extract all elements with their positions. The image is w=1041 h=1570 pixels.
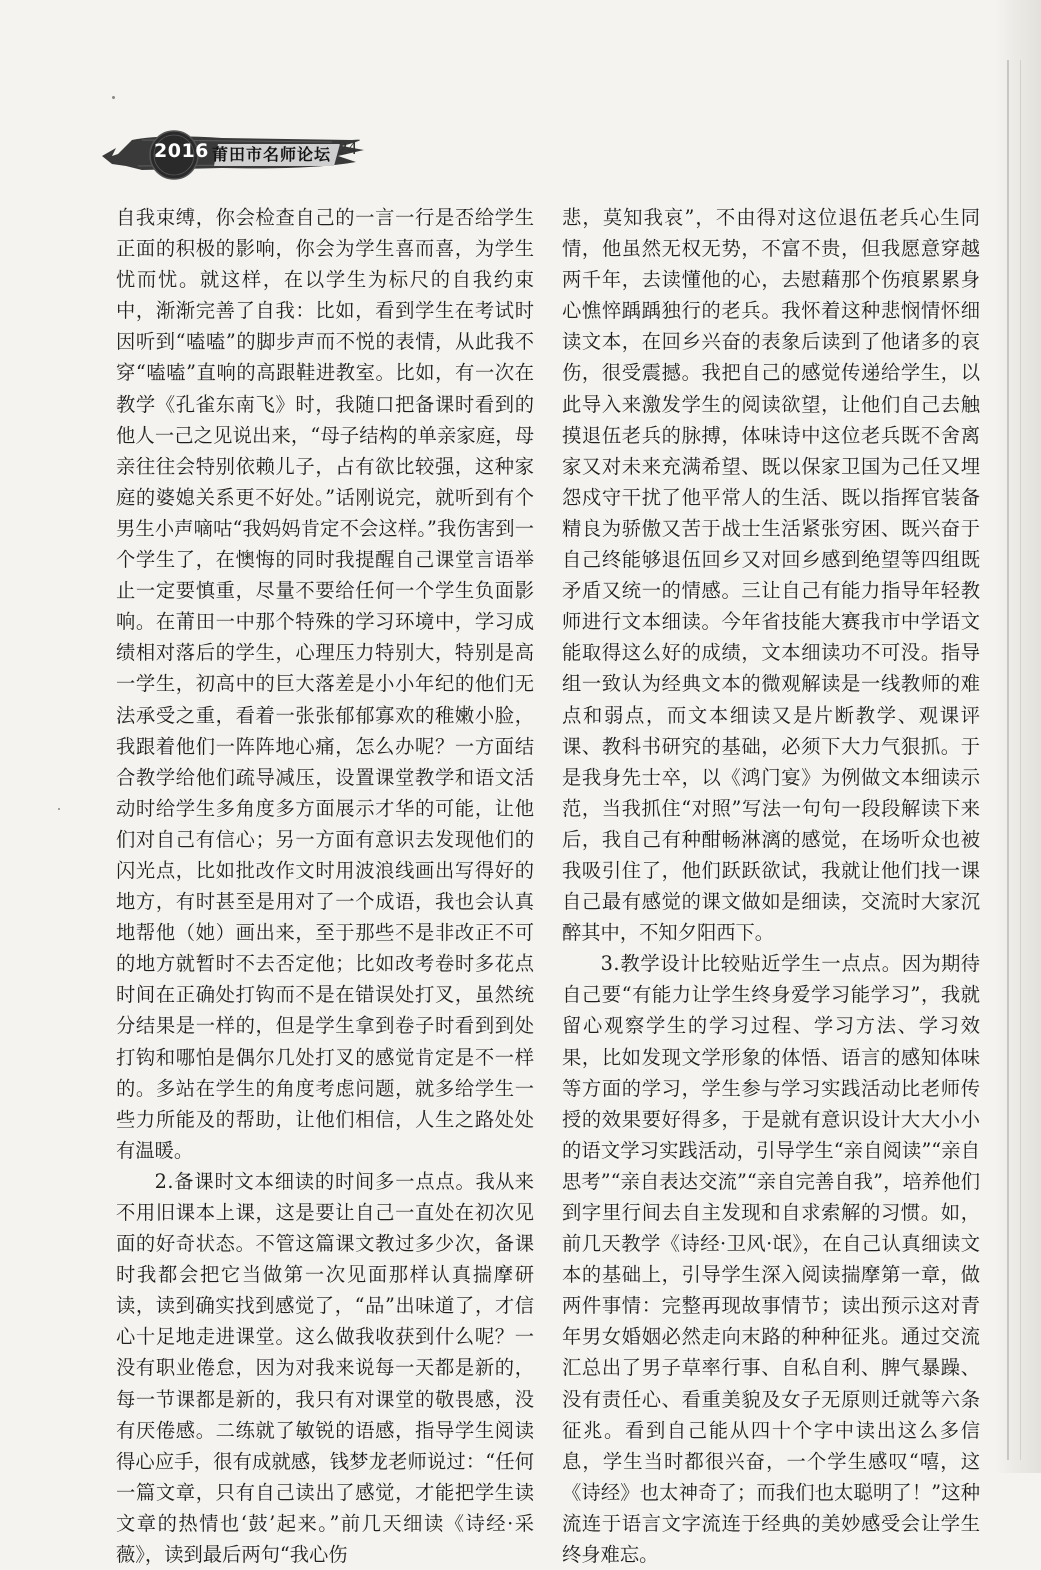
paragraph-body: 我从来不用旧课本上课，这是要让自己一直处在初次见面的好奇状态。不管这篇课文教过多少次，备课时我都会把它当做第一次见面那样认真揣摩研读，读到确实找到感觉了，“品”出味道了，才信心十足地走进课堂。这么做我收获到什么呢？一没有职业倦怠，因为对我来说每一天都是新的，每一节课都是新的，我只有对课堂的敬畏感，没有厌倦感。二练就了敏锐的语感，指导学生阅读得心应手，很有成就感，钱梦龙老师说过：“任何一篇文章，只有自己读出了感觉，才能把学生读文章的热情也‘鼓’起来。”前几天细读《诗经·采薇》，读到最后两句“我心伤 (116, 1169, 534, 1567)
paragraph: 自我束缚，你会检查自己的一言一行是否给学生正面的积极的影响，你会为学生喜而喜，为学生忧而忧。就这样，在以学生为标尺的自我约束中，渐渐完善了自我：比如，看到学生在考试时因听到“嗑嗑”的脚步声而不悦的表情，从此我不穿“嗑嗑”直响的高跟鞋进教室。比如，有一次在教学《孔雀东南飞》时，我随口把备课时看到的他人一己之见说出来，“母子结构的单亲家庭，母亲往往会特别依赖儿子，占有欲比较强，这种家庭的婆媳关系更不好处。”话刚说完，就听到有个男生小声嘀咕“我妈妈肯定不会这样。”我伤害到一个学生了，在懊悔的同时我提醒自己课堂言语举止一定要慎重，尽量不要给任何一个学生负面影响。在莆田一中那个特殊的学习环境中，学习成绩相对落后的学生，心理压力特别大，特别是高一学生，初高中的巨大落差是小小年纪的他们无法承受之重，看着一张张郁郁寡欢的稚嫩小脸，我跟着他们一阵阵地心痛，怎么办呢？一方面结合教学给他们疏导减压，设置课堂教学和语文活动时给学生多角度多方面展示才华的可能，让他们对自己有信心；另一方面有意识去发现他们的闪光点，比如批改作文时用波浪线画出写得好的地方，有时甚至是用对了一个成语，我也会认真地帮他（她）画出来，至于那些不是非改正不可的地方就暂时不去否定他；比如改考卷时多花点时间在正确处打钩而不是在错误处打叉，虽然统分结果是一样的，但是学生拿到卷子时看到到处打钩和哪怕是偶尔几处打叉的感觉肯定是不一样的。多站在学生的角度考虑问题，就多给学生一些力所能及的帮助，让他们相信，人生之路处处有温暖。 (116, 206, 534, 1162)
page-number: 24 (338, 138, 357, 159)
scan-speck (112, 96, 115, 99)
banner-year: 2016 (154, 140, 209, 162)
section-heading: 3.教学设计比较贴近学生一点点。 (600, 952, 902, 976)
scan-shadow (995, 0, 1041, 1473)
scan-edge-line (1007, 60, 1009, 1460)
paragraph (116, 1166, 534, 1570)
scan-speck (58, 808, 60, 810)
paragraph-body: 因为期待自己要“有能力让学生终身爱学习能学习”，我就留心观察学生的学习过程、学习方法、学习效果，比如发现文学形象的体悟、语言的感知体味等方面的学习，学生参与学习实践活动比老师传授的效果要好得多，于是就有意识设计大大小小的语文学习实践活动，引导学生“亲自阅读”“亲自思考”“亲自表达交流”“亲自完善自我”，培养他们到字里行间去自主发现和自求索解的习惯。如，前几天教学《诗经·卫风·氓》，在自己认真细读文本的基础上，引导学生深入阅读揣摩第一章，做两件事情：完整再现故事情节；读出预示这对青年男女婚姻必然走向末路的种种征兆。通过交流汇总出了男子草率行事、自私自利、脾气暴躁、没有责任心、看重美貌及女子无原则迁就等六条征兆。看到自己能从四十个字中读出这么多信息，学生当时都很兴奋，一个学生感叹“嘻，这《诗经》也太神奇了；而我们也太聪明了！”这种流连于语言文字流连于经典的美妙感受会让学生终身难忘。 (562, 952, 980, 1567)
header-banner (102, 126, 432, 184)
section-heading: 2.备课时文本细读的时间多一点点。 (154, 1169, 476, 1193)
paragraph: 悲，莫知我哀”，不由得对这位退伍老兵心生同情，他虽然无权无势，不富不贵，但我愿意穿越两千年，去读懂他的心，去慰藉那个伤痕累累身心憔悴踽踽独行的老兵。我怀着这种悲悯情怀细读文本，在回乡兴奋的表象后读到了他诸多的哀伤，很受震撼。我把自己的感觉传递给学生，以此导入来激发学生的阅读欲望，让他们自己去触摸退伍老兵的脉搏，体味诗中这位老兵既不舍离家又对未来充满希望、既以保家卫国为己任又埋怨戍守干扰了他平常人的生活、既以指挥官装备精良为骄傲又苦于战士生活紧张穷困、既兴奋于自己终能够退伍回乡又对回乡感到绝望等四组既矛盾又统一的情感。三让自己有能力指导年轻教师进行文本细读。今年省技能大赛我市中学语文能取得这么好的成绩，文本细读功不可没。指导组一致认为经典文本的微观解读是一线教师的难点和弱点，而文本细读又是片断教学、观课评课、教科书研究的基础，必须下大力气狠抓。于是我身先士卒，以《鸿门宴》为例做文本细读示范，当我抓住“对照”写法一句句一段段解读下来后，我自己有种酣畅淋漓的感觉，在场听众也被我吸引住了，他们跃跃欲试，我就让他们找一课自己最有感觉的课文做如是细读，交流时大家沉醉其中，不知夕阳西下。 (562, 206, 980, 945)
left-column (116, 202, 534, 1570)
publication-name: 莆田市名师论坛 (212, 145, 332, 164)
paragraph (562, 948, 980, 1570)
scan-edge-line-inner (1020, 60, 1021, 1460)
right-column (562, 202, 980, 1570)
